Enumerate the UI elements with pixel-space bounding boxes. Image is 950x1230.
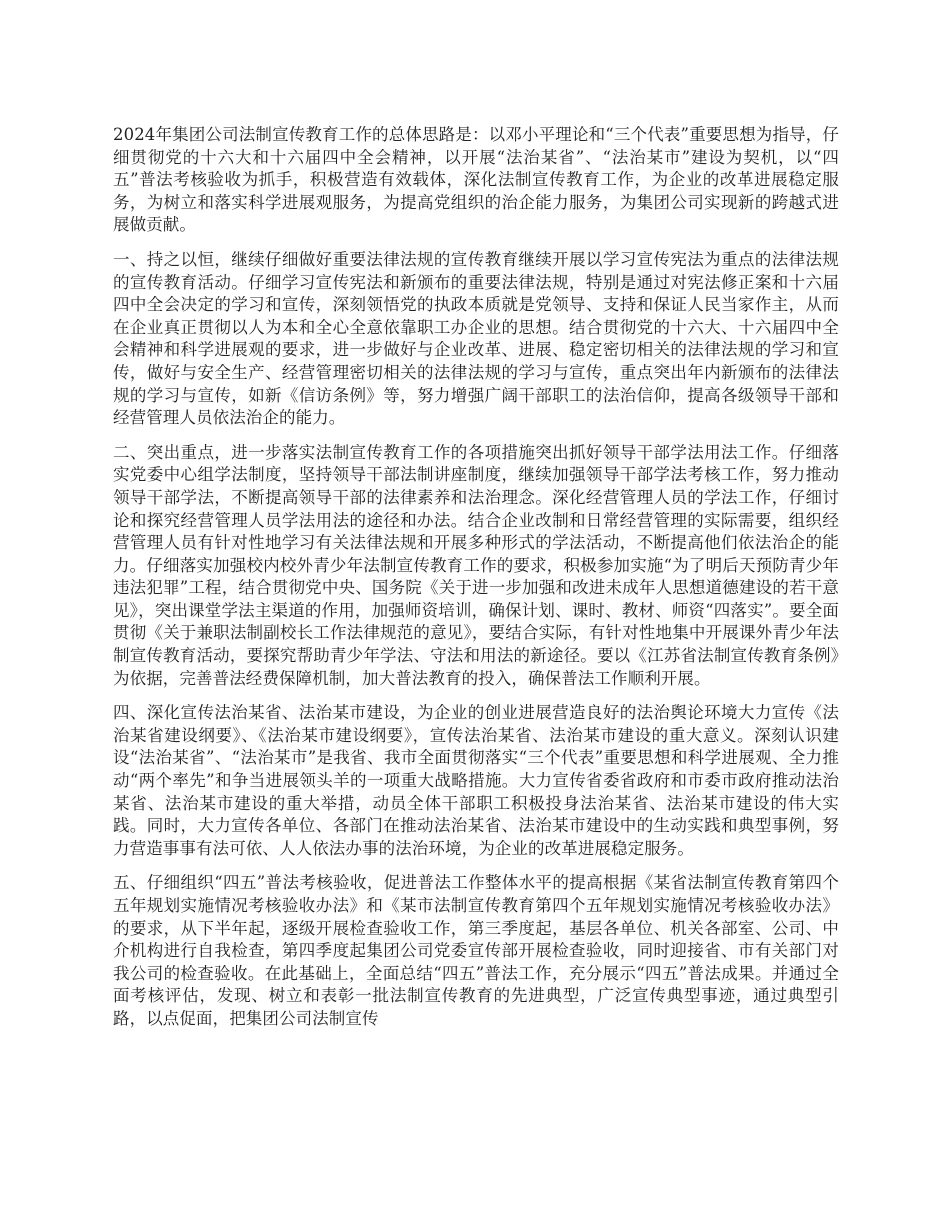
section-one-paragraph: 一、持之以恒，继续仔细做好重要法律法规的宣传教育继续开展以学习宣传宪法为重点的法律法规的宣传教育活动。仔细学习宣传宪法和新颁布的重要法律法规，特别是通过对宪法修正案和十六届四中全会决定的学习和宣传，深刻领悟党的执政本质就是党领导、支持和保证人民当家作主，从而在企业真正贯彻以人为本和全心全意依靠职工办企业的思想。结合贯彻党的十六大、十六届四中全会精神和科学进展观的要求，进一步做好与企业改革、进展、稳定密切相关的法律法规的学习和宣传，做好与安全生产、经营管理密切相关的法律法规的学习与宣传，重点突出年内新颁布的法律法规的学习与宣传，如新《信访条例》等，努力增强广阔干部职工的法治信仰，提高各级领导干部和经营管理人员依法治企的能力。 <box>113 249 839 428</box>
section-four-paragraph: 四、深化宣传法治某省、法治某市建设，为企业的创业进展营造良好的法治舆论环境大力宣传《法治某省建设纲要》、《法治某市建设纲要》，宣传法治某省、法治某市建设的重大意义。深刻认识建设“法治某省”、“法治某市”是我省、我市全面贯彻落实“三个代表”重要思想和科学进展观、全力推动“两个率先”和争当进展领头羊的一项重大战略措施。大力宣传省委省政府和市委市政府推动法治某省、法治某市建设的重大举措，动员全体干部职工积极投身法治某省、法治某市建设的伟大实践。同时，大力宣传各单位、各部门在推动法治某省、法治某市建设中的生动实践和典型事例，努力营造事事有法可依、人人依法办事的法治环境，为企业的改革进展稳定服务。 <box>113 703 839 858</box>
section-two-paragraph: 二、突出重点，进一步落实法制宣传教育工作的各项措施突出抓好领导干部学法用法工作。仔细落实党委中心组学法制度，坚持领导干部法制讲座制度，继续加强领导干部学法考核工作，努力推动领导干部学法，不断提高领导干部的法律素养和法治理念。深化经营管理人员的学法工作，仔细讨论和探究经营管理人员学法用法的途径和办法。结合企业改制和日常经营管理的实际需要，组织经营管理人员有针对性地学习有关法律法规和开展多种形式的学法活动，不断提高他们依法治企的能力。仔细落实加强校内校外青少年法制宣传教育工作的要求，积极参加实施“为了明后天预防青少年违法犯罪”工程，结合贯彻党中央、国务院《关于进一步加强和改进未成年人思想道德建设的若干意见》，突出课堂学法主渠道的作用，加强师资培训，确保计划、课时、教材、师资“四落实”。要全面贯彻《关于兼职法制副校长工作法律规范的意见》，要结合实际，有针对性地集中开展课外青少年法制宣传教育活动，要探究帮助青少年学法、守法和用法的新途径。要以《江苏省法制宣传教育条例》为依据，完善普法经费保障机制，加大普法教育的投入，确保普法工作顺利开展。 <box>113 442 839 688</box>
section-five-paragraph: 五、仔细组织“四五”普法考核验收，促进普法工作整体水平的提高根据《某省法制宣传教育第四个五年规划实施情况考核验收办法》和《某市法制宣传教育第四个五年规划实施情况考核验收办法》的要求，从下半年起，逐级开展检查验收工作，第三季度起，基层各单位、机关各部室、公司、中介机构进行自我检查，第四季度起集团公司党委宣传部开展检查验收，同时迎接省、市有关部门对我公司的检查验收。在此基础上，全面总结“四五”普法工作，充分展示“四五”普法成果。并通过全面考核评估，发现、树立和表彰一批法制宣传教育的先进典型，广泛宣传典型事迹，通过典型引路，以点促面，把集团公司法制宣传 <box>113 873 839 1028</box>
document-page <box>113 124 839 1043</box>
intro-paragraph: 2024年集团公司法制宣传教育工作的总体思路是：以邓小平理论和“三个代表”重要思想为指导，仔细贯彻党的十六大和十六届四中全会精神，以开展“法治某省”、“法治某市”建设为契机，以“四五”普法考核验收为抓手，积极营造有效载体，深化法制宣传教育工作，为企业的改革进展稳定服务，为树立和落实科学进展观服务，为提高党组织的治企能力服务，为集团公司实现新的跨越式进展做贡献。 <box>113 125 839 235</box>
